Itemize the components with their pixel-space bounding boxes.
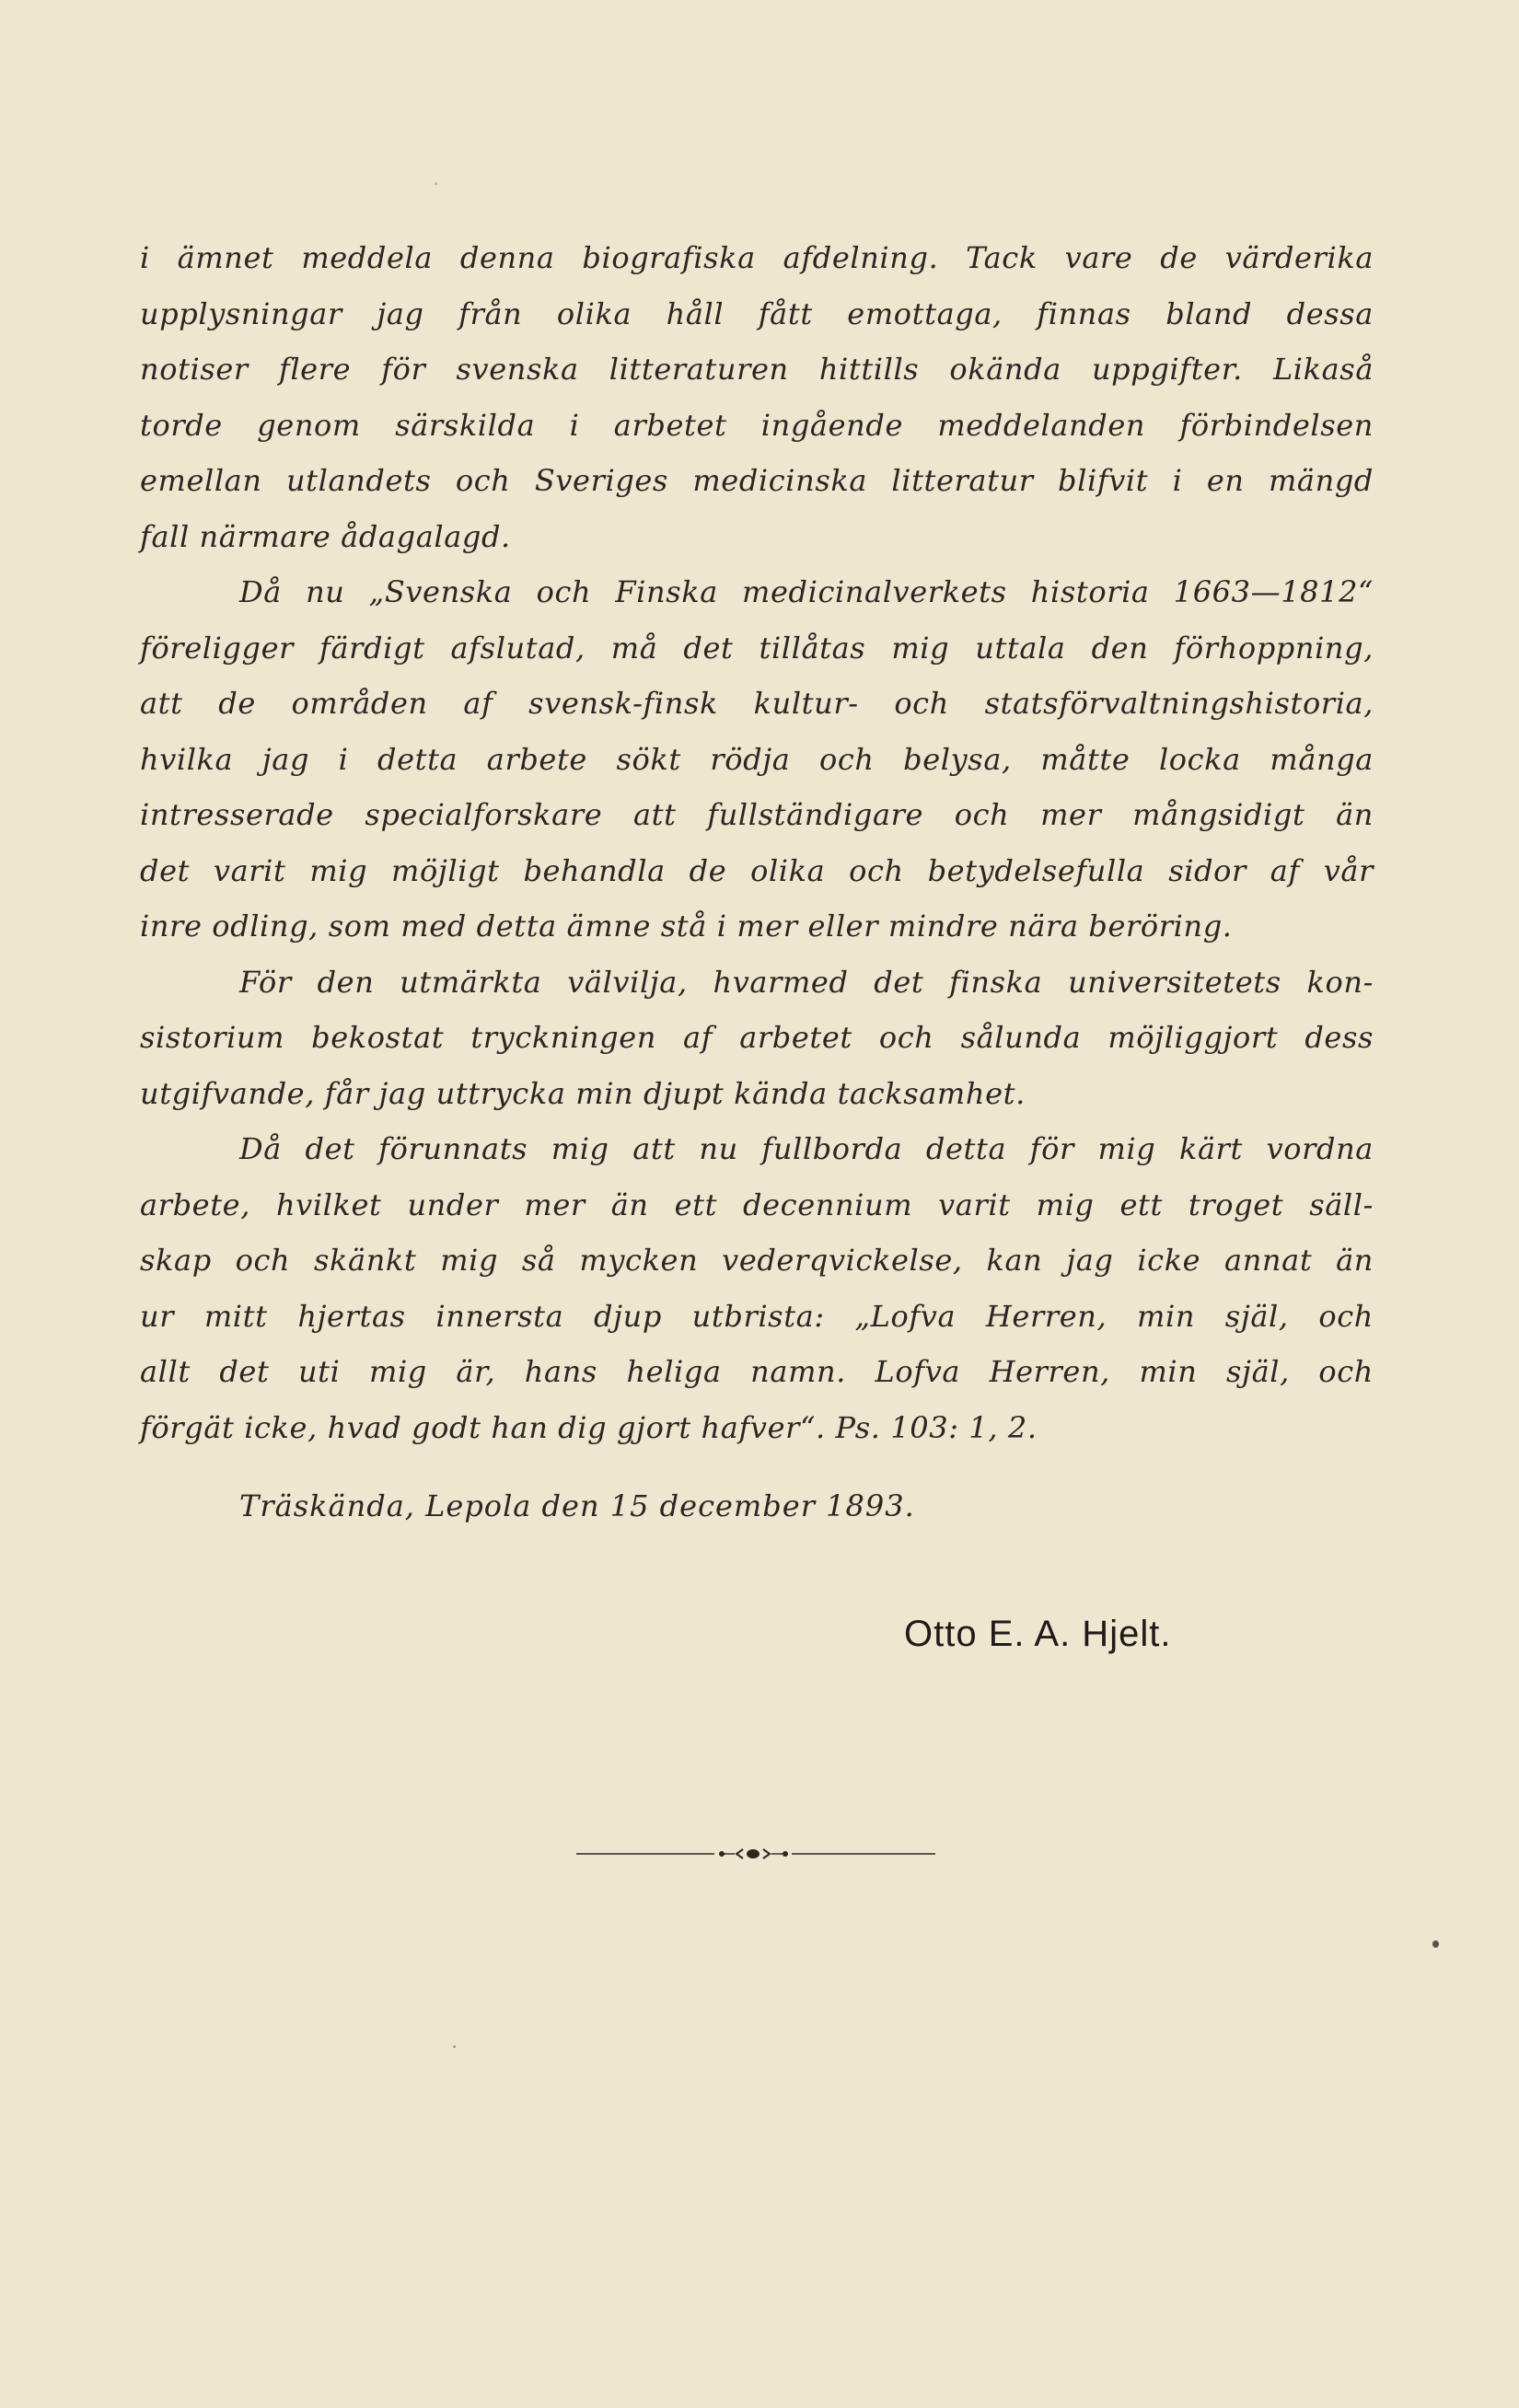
text-line: hvilka jag i detta arbete sökt rödja och belysa, måtte locka många bbox=[140, 741, 1374, 777]
ornament-chevron-right bbox=[763, 1849, 770, 1858]
text-line: emellan utlandets och Sveriges medicinska litteratur blifvit i en mängd bbox=[140, 463, 1374, 498]
preface-text bbox=[140, 230, 1374, 1455]
text-line: utgifvande, får jag uttrycka min djupt kända tacksamhet. bbox=[140, 1075, 1026, 1111]
text-line: skap och skänkt mig så mycken vederqvickelse, kan jag icke annat än bbox=[140, 1243, 1374, 1278]
text-line: notiser flere för svenska litteraturen hittills okända uppgifter. Likaså bbox=[140, 352, 1374, 387]
text-line: allt det uti mig är, hans heliga namn. Lofva Herren, min själ, och bbox=[140, 1354, 1374, 1389]
text-line: föreligger färdigt afslutad, må det tillåtas mig uttala den förhoppning, bbox=[140, 630, 1374, 666]
text-line: det varit mig möjligt behandla de olika och betydelsefulla sidor af vår bbox=[140, 852, 1374, 888]
text-line: i ämnet meddela denna biografiska afdelning. Tack vare de värderika bbox=[140, 240, 1374, 275]
text-line: att de områden af svensk-finsk kultur- och statsförvaltningshistoria, bbox=[140, 686, 1374, 721]
text-line: Då nu „Svenska och Finska medicinalverkets historia 1663—1812“ bbox=[239, 574, 1374, 609]
paper-speck bbox=[453, 2045, 456, 2048]
dateline: Träskända, Lepola den 15 december 1893. bbox=[239, 1488, 915, 1523]
text-line: torde genom särskilda i arbetet ingående meddelanden förbindelsen bbox=[140, 407, 1374, 443]
text-line: arbete, hvilket under mer än ett decennium varit mig ett troget säll- bbox=[140, 1187, 1374, 1222]
paper-speck bbox=[1432, 1940, 1439, 1948]
text-line: förgät icke, hvad godt han dig gjort hafver“. Ps. 103: 1, 2. bbox=[140, 1409, 1038, 1445]
text-line: sistorium bekostat tryckningen af arbetet och sålunda möjliggjort dess bbox=[140, 1020, 1374, 1055]
text-line: intresserade specialforskare att fullständigare och mer mångsidigt än bbox=[140, 797, 1374, 832]
ornament-dot-right bbox=[783, 1851, 788, 1857]
ornament-center-diamond bbox=[747, 1849, 760, 1858]
author-signature: Otto E. A. Hjelt. bbox=[904, 1614, 1172, 1654]
text-line: För den utmärkta välvilja, hvarmed det finska universitetets kon- bbox=[239, 964, 1374, 1000]
text-line: inre odling, som med detta ämne stå i mer eller mindre nära beröring. bbox=[140, 909, 1233, 944]
text-line: Då det förunnats mig att nu fullborda detta för mig kärt vordna bbox=[239, 1131, 1374, 1166]
ornament-dot-left bbox=[719, 1851, 725, 1857]
ornament-chevron-left bbox=[736, 1849, 743, 1858]
printer-ornament bbox=[576, 1843, 935, 1865]
text-line: upplysningar jag från olika håll fått emottaga, finnas bland dessa bbox=[140, 295, 1374, 331]
text-line: fall närmare ådagalagd. bbox=[140, 518, 511, 554]
paper-speck bbox=[435, 182, 437, 185]
text-line: ur mitt hjertas innersta djup utbrista: „Lofva Herren, min själ, och bbox=[140, 1298, 1374, 1334]
